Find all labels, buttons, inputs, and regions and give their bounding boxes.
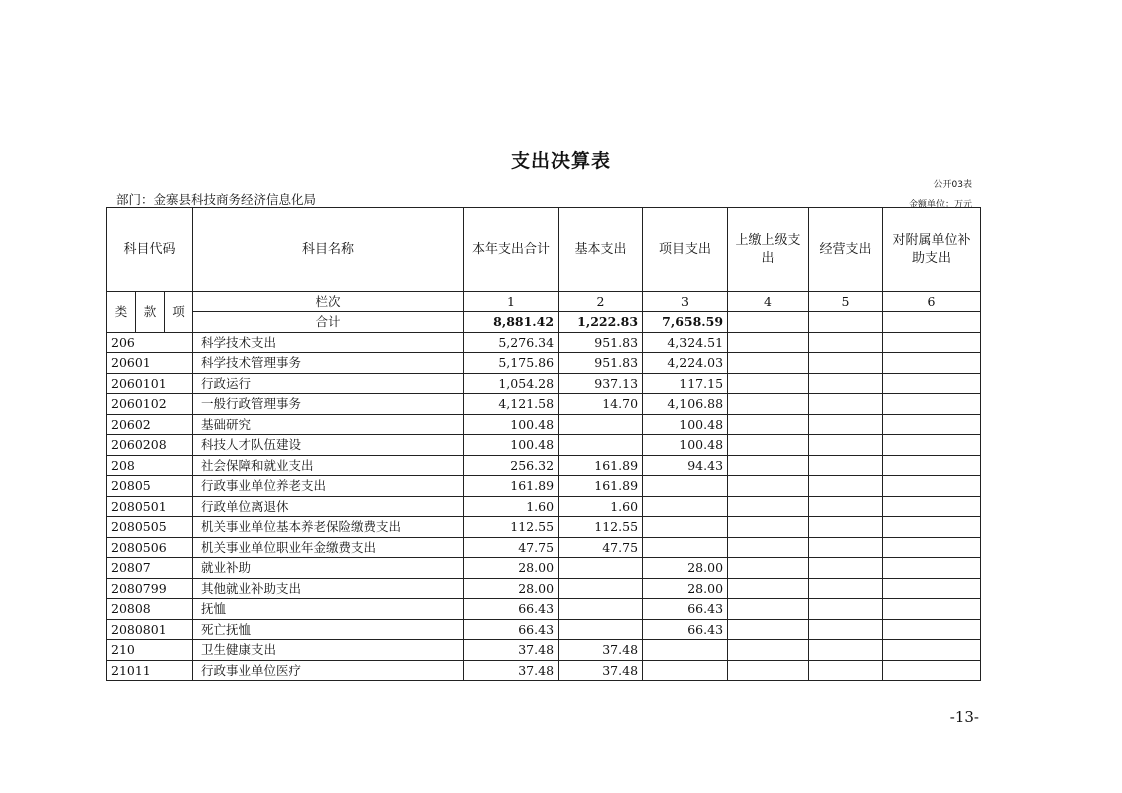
row-col3: [643, 476, 728, 497]
row-name: 基础研究: [193, 414, 464, 435]
row-col1: 37.48: [464, 640, 559, 661]
row-col1: 1,054.28: [464, 373, 559, 394]
table-row: [107, 435, 981, 456]
row-col2: 37.48: [559, 660, 643, 681]
row-col4: [728, 558, 809, 579]
row-col6: [883, 517, 981, 538]
row-col6: [883, 578, 981, 599]
row-col5: [809, 414, 883, 435]
row-col1: 47.75: [464, 537, 559, 558]
total-label: 合计: [193, 312, 464, 333]
table-row: [107, 394, 981, 415]
total-col4: [728, 312, 809, 333]
row-col4: [728, 414, 809, 435]
row-code: 206: [107, 332, 193, 353]
row-col5: [809, 394, 883, 415]
row-col2: 161.89: [559, 476, 643, 497]
row-col1: 5,175.86: [464, 353, 559, 374]
table-row: [107, 353, 981, 374]
col-number-5: 5: [809, 292, 883, 312]
row-name: 行政事业单位养老支出: [193, 476, 464, 497]
row-col5: [809, 476, 883, 497]
row-col6: [883, 558, 981, 579]
col-number-6: 6: [883, 292, 981, 312]
row-col3: 4,224.03: [643, 353, 728, 374]
row-col2: 112.55: [559, 517, 643, 538]
header-lanci: 栏次: [193, 292, 464, 312]
row-col6: [883, 414, 981, 435]
department-label: 部门：金寨县科技商务经济信息化局: [116, 192, 317, 207]
row-col2: 161.89: [559, 455, 643, 476]
row-col4: [728, 578, 809, 599]
table-row: [107, 537, 981, 558]
row-name: 行政运行: [193, 373, 464, 394]
table-row: [107, 332, 981, 353]
table-row: [107, 414, 981, 435]
row-col1: 161.89: [464, 476, 559, 497]
total-col5: [809, 312, 883, 333]
header-row: [107, 208, 981, 292]
total-col1: 8,881.42: [464, 312, 559, 333]
page-title: 支出决算表: [510, 150, 611, 172]
table-row: [107, 599, 981, 620]
header-col4: 上缴上级支出: [728, 208, 809, 292]
row-col5: [809, 578, 883, 599]
row-col3: 4,106.88: [643, 394, 728, 415]
header-col3: 项目支出: [643, 208, 728, 292]
row-col4: [728, 619, 809, 640]
row-code: 2060208: [107, 435, 193, 456]
row-col6: [883, 455, 981, 476]
table-row: [107, 578, 981, 599]
row-col6: [883, 394, 981, 415]
row-col2: 37.48: [559, 640, 643, 661]
row-col6: [883, 537, 981, 558]
row-col5: [809, 619, 883, 640]
total-col6: [883, 312, 981, 333]
row-col6: [883, 332, 981, 353]
row-col6: [883, 476, 981, 497]
header-lei: 类: [107, 292, 136, 333]
row-col4: [728, 353, 809, 374]
row-col5: [809, 599, 883, 620]
row-col2: 951.83: [559, 353, 643, 374]
row-code: 2080801: [107, 619, 193, 640]
header-col5: 经营支出: [809, 208, 883, 292]
row-col5: [809, 537, 883, 558]
row-col4: [728, 660, 809, 681]
row-name: 行政单位离退休: [193, 496, 464, 517]
row-col2: 47.75: [559, 537, 643, 558]
table-row: [107, 517, 981, 538]
row-col4: [728, 496, 809, 517]
col-number-1: 1: [464, 292, 559, 312]
row-col3: 28.00: [643, 558, 728, 579]
header-col1: 本年支出合计: [464, 208, 559, 292]
row-col2: 937.13: [559, 373, 643, 394]
row-col3: [643, 660, 728, 681]
page-number: -13-: [949, 708, 979, 726]
row-col6: [883, 353, 981, 374]
expenditure-table: [106, 207, 981, 681]
row-col4: [728, 455, 809, 476]
row-col5: [809, 332, 883, 353]
row-name: 机关事业单位基本养老保险缴费支出: [193, 517, 464, 538]
row-col4: [728, 537, 809, 558]
row-col5: [809, 435, 883, 456]
row-name: 行政事业单位医疗: [193, 660, 464, 681]
table-row: [107, 476, 981, 497]
row-col3: [643, 640, 728, 661]
row-col1: 256.32: [464, 455, 559, 476]
total-col3: 7,658.59: [643, 312, 728, 333]
row-name: 其他就业补助支出: [193, 578, 464, 599]
row-name: 一般行政管理事务: [193, 394, 464, 415]
row-name: 科学技术管理事务: [193, 353, 464, 374]
row-code: 208: [107, 455, 193, 476]
row-col4: [728, 332, 809, 353]
row-col5: [809, 558, 883, 579]
header-col2: 基本支出: [559, 208, 643, 292]
row-col3: 94.43: [643, 455, 728, 476]
amount-unit-label: 金额单位：万元: [908, 200, 972, 210]
row-col3: 100.48: [643, 414, 728, 435]
row-code: 20601: [107, 353, 193, 374]
row-name: 就业补助: [193, 558, 464, 579]
row-col1: 4,121.58: [464, 394, 559, 415]
row-code: 2080506: [107, 537, 193, 558]
table-row: [107, 640, 981, 661]
row-col3: 100.48: [643, 435, 728, 456]
header-xiang: 项: [165, 292, 193, 333]
row-col3: [643, 537, 728, 558]
row-col5: [809, 496, 883, 517]
row-code: 21011: [107, 660, 193, 681]
row-name: 科技人才队伍建设: [193, 435, 464, 456]
row-col5: [809, 455, 883, 476]
row-col6: [883, 496, 981, 517]
row-col1: 28.00: [464, 578, 559, 599]
row-col6: [883, 373, 981, 394]
row-name: 死亡抚恤: [193, 619, 464, 640]
row-col2: [559, 435, 643, 456]
row-col3: 66.43: [643, 619, 728, 640]
row-col2: 14.70: [559, 394, 643, 415]
row-code: 2080505: [107, 517, 193, 538]
row-col1: 5,276.34: [464, 332, 559, 353]
row-name: 卫生健康支出: [193, 640, 464, 661]
row-col2: 951.83: [559, 332, 643, 353]
row-col6: [883, 435, 981, 456]
table-row: [107, 558, 981, 579]
header-code: 科目代码: [107, 208, 193, 292]
row-col4: [728, 476, 809, 497]
row-code: 2060102: [107, 394, 193, 415]
table-row: [107, 455, 981, 476]
row-col3: [643, 517, 728, 538]
row-col5: [809, 517, 883, 538]
row-col1: 1.60: [464, 496, 559, 517]
row-col4: [728, 394, 809, 415]
row-col1: 28.00: [464, 558, 559, 579]
row-col3: [643, 496, 728, 517]
row-col1: 112.55: [464, 517, 559, 538]
row-col4: [728, 640, 809, 661]
row-col6: [883, 599, 981, 620]
col-number-2: 2: [559, 292, 643, 312]
column-number-row: [107, 292, 981, 312]
row-code: 20602: [107, 414, 193, 435]
row-col6: [883, 660, 981, 681]
table-row: [107, 496, 981, 517]
row-col2: [559, 414, 643, 435]
row-name: 社会保障和就业支出: [193, 455, 464, 476]
row-col3: 28.00: [643, 578, 728, 599]
row-code: 20807: [107, 558, 193, 579]
total-col2: 1,222.83: [559, 312, 643, 333]
row-col2: [559, 578, 643, 599]
row-col6: [883, 619, 981, 640]
header-kuan: 款: [136, 292, 165, 333]
row-code: 2080501: [107, 496, 193, 517]
table-row: [107, 619, 981, 640]
row-col2: [559, 599, 643, 620]
table-row: [107, 373, 981, 394]
header-name: 科目名称: [193, 208, 464, 292]
row-col3: 117.15: [643, 373, 728, 394]
row-col5: [809, 373, 883, 394]
table-row: [107, 660, 981, 681]
row-col1: 37.48: [464, 660, 559, 681]
row-col2: [559, 558, 643, 579]
row-col3: 4,324.51: [643, 332, 728, 353]
row-col2: 1.60: [559, 496, 643, 517]
total-row: [107, 312, 981, 333]
row-code: 20805: [107, 476, 193, 497]
row-col4: [728, 435, 809, 456]
row-col1: 66.43: [464, 599, 559, 620]
row-code: 2080799: [107, 578, 193, 599]
col-number-3: 3: [643, 292, 728, 312]
row-col4: [728, 373, 809, 394]
row-code: 2060101: [107, 373, 193, 394]
header-col6: 对附属单位补助支出: [883, 208, 981, 292]
row-code: 20808: [107, 599, 193, 620]
row-col3: 66.43: [643, 599, 728, 620]
form-number: 公开03表: [933, 180, 972, 190]
row-col1: 100.48: [464, 435, 559, 456]
row-col5: [809, 353, 883, 374]
row-col1: 66.43: [464, 619, 559, 640]
row-col1: 100.48: [464, 414, 559, 435]
row-col6: [883, 640, 981, 661]
row-col5: [809, 660, 883, 681]
row-col4: [728, 599, 809, 620]
row-name: 科学技术支出: [193, 332, 464, 353]
col-number-4: 4: [728, 292, 809, 312]
row-col2: [559, 619, 643, 640]
row-col4: [728, 517, 809, 538]
row-code: 210: [107, 640, 193, 661]
row-name: 机关事业单位职业年金缴费支出: [193, 537, 464, 558]
row-col5: [809, 640, 883, 661]
row-name: 抚恤: [193, 599, 464, 620]
